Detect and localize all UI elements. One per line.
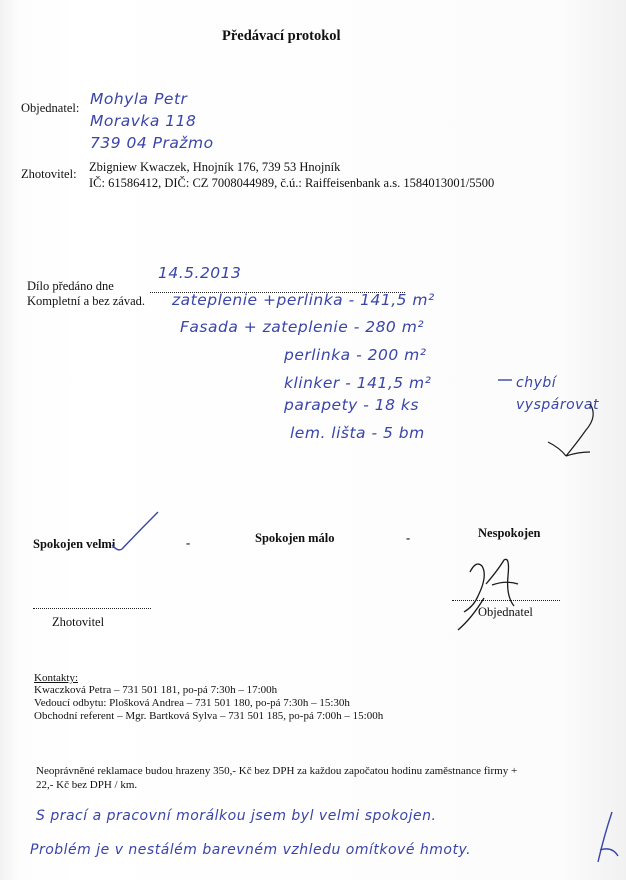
- notice-line: 22,- Kč bez DPH / km.: [36, 779, 138, 791]
- contractor-label: Zhotovitel:: [21, 167, 77, 181]
- contractor-ids: IČ: 61586412, DIČ: CZ 7008044989, č.ú.: Raiffeisenbank a.s. 1584013001/5500: [89, 176, 495, 190]
- customer-signature-line: [452, 592, 560, 601]
- customer-name: Mohyla Petr: [90, 90, 188, 108]
- handover-item: perlinka - 200 m²: [284, 346, 427, 364]
- handover-item: zateplenie +perlinka - 141,5 m²: [172, 291, 435, 309]
- handover-complete-label: Kompletní a bez závad.: [27, 294, 146, 308]
- notice-line: Neoprávněné reklamace budou hrazeny 350,- Kč bez DPH za každou započatou hodinu zaměstnance firmy +: [36, 765, 518, 777]
- handover-item: parapety - 18 ks: [284, 396, 419, 414]
- contractor-signature-line: [33, 600, 151, 609]
- contact-line: Obchodní referent – Mgr. Bartková Sylva – 731 501 185, po-pá 7:00h – 15:00h: [34, 710, 384, 722]
- customer-label: Objednatel:: [21, 101, 80, 115]
- handover-item: Fasada + zateplenie - 280 m²: [180, 318, 425, 336]
- handwritten-comment: S prací a pracovní morálkou jsem byl velmi spokojen.: [36, 808, 437, 824]
- handover-item: lem. lišta - 5 bm: [290, 424, 425, 442]
- document-title: Předávací protokol: [222, 28, 341, 44]
- satisfaction-little: Spokojen málo: [255, 531, 335, 545]
- customer-signature-label: Objednatel: [478, 605, 533, 619]
- satisfaction-separator: -: [406, 531, 411, 545]
- handover-item: klinker - 141,5 m²: [284, 374, 432, 392]
- handover-note: chybí vyspárovat: [516, 375, 600, 413]
- customer-city: 739 04 Pražmo: [90, 134, 214, 152]
- contacts-heading: Kontakty:: [34, 672, 78, 684]
- contact-line: Kwaczková Petra – 731 501 181, po-pá 7:30h – 17:00h: [34, 684, 278, 696]
- handover-date: 14.5.2013: [158, 264, 242, 282]
- handwritten-comment: Problém je v nestálém barevném vzhledu omítkové hmoty.: [30, 842, 472, 858]
- satisfaction-none: Nespokojen: [478, 526, 541, 540]
- contractor-address: Zbigniew Kwaczek, Hnojník 176, 739 53 Hnojník: [89, 160, 341, 174]
- satisfaction-separator: -: [186, 536, 191, 550]
- customer-street: Moravka 118: [90, 112, 197, 130]
- contact-line: Vedoucí odbytu: Plošková Andrea – 731 501 180, po-pá 7:30h – 15:30h: [34, 697, 350, 709]
- contractor-signature-label: Zhotovitel: [52, 615, 105, 629]
- satisfaction-very: Spokojen velmi: [33, 537, 116, 551]
- handover-date-label: Dílo předáno dne: [27, 279, 114, 293]
